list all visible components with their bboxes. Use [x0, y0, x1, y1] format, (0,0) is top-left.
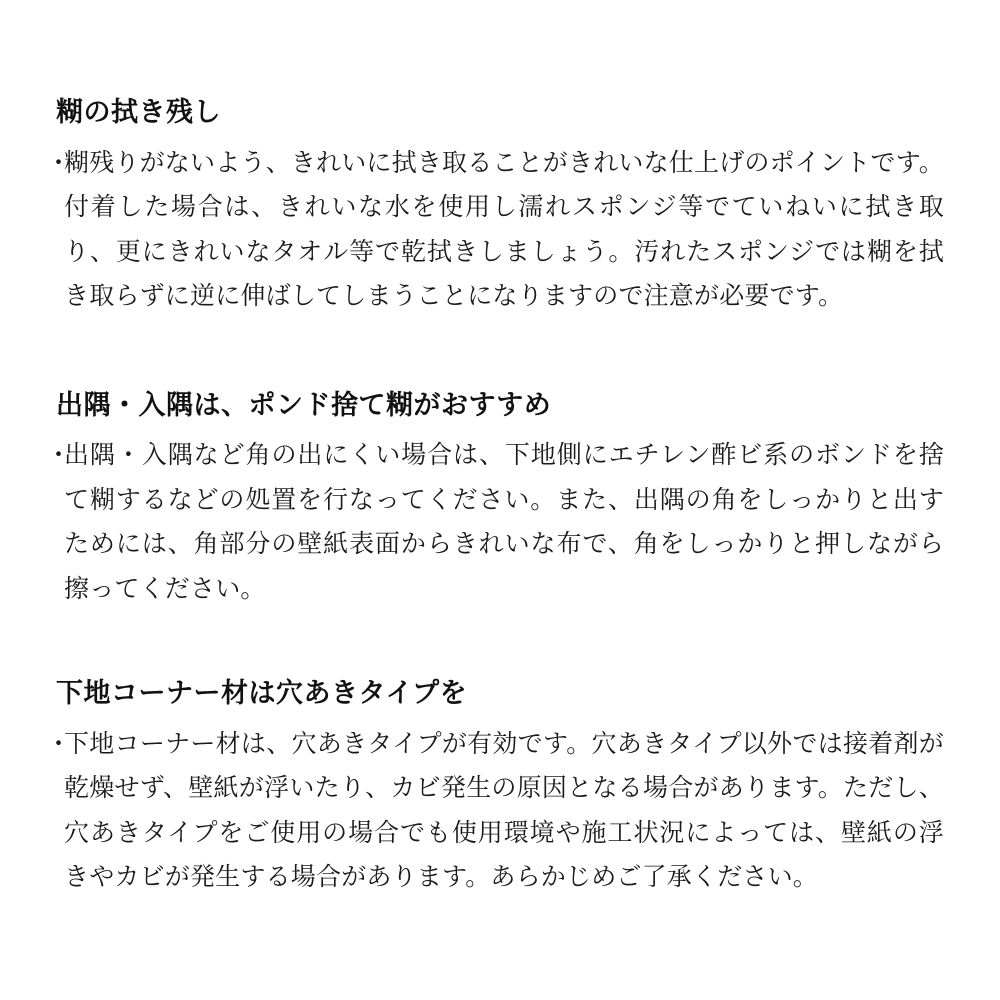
section-heading: 下地コーナー材は穴あきタイプを	[56, 678, 468, 708]
paragraph-text: 糊残りがないよう、きれいに拭き取ることがきれいな仕上げのポイントです。付着した場合は、きれいな水を使用し濡れスポンジ等でていねいに拭き取り、更にきれいなタオル等で乾拭きしましょう。汚れたスポンジでは糊を拭き取らずに逆に伸ばしてしまうことになりますので注意が必要です。	[64, 148, 945, 310]
section-heading: 出隅・入隅は、ポンド捨て糊がおすすめ	[56, 389, 552, 420]
section-corner-bond	[46, 385, 944, 612]
paragraph-text: 下地コーナー材は、穴あきタイプが有効です。穴あきタイプ以外では接着剤が乾燥せず、壁紙が浮いたり、カビ発生の原因となる場合があります。ただし、穴あきタイプをご使用の場合でも使用環境や施工状況によっては、壁紙の浮きやカビが発生する場合があります。あらかじめご了承ください。	[64, 729, 944, 891]
section-heading: 糊の拭き残し	[56, 97, 221, 127]
bullet-marker: ・	[46, 729, 72, 758]
section-paragraph	[46, 141, 944, 319]
section-corner-material	[46, 673, 944, 900]
bullet-marker: ・	[46, 441, 72, 469]
paragraph-text: 出隅・入隅など角の出にくい場合は、下地側にエチレン酢ビ系のボンドを捨て糊するなどの処置を行なってください。また、出隅の角をしっかりと出すためには、角部分の壁紙表面からきれいな布で、角をしっかりと押しながら擦ってください。	[64, 441, 944, 603]
section-paragraph	[46, 722, 944, 900]
section-paragraph	[46, 433, 944, 611]
bullet-marker: ・	[46, 148, 72, 177]
section-glue-wipe	[46, 92, 944, 319]
